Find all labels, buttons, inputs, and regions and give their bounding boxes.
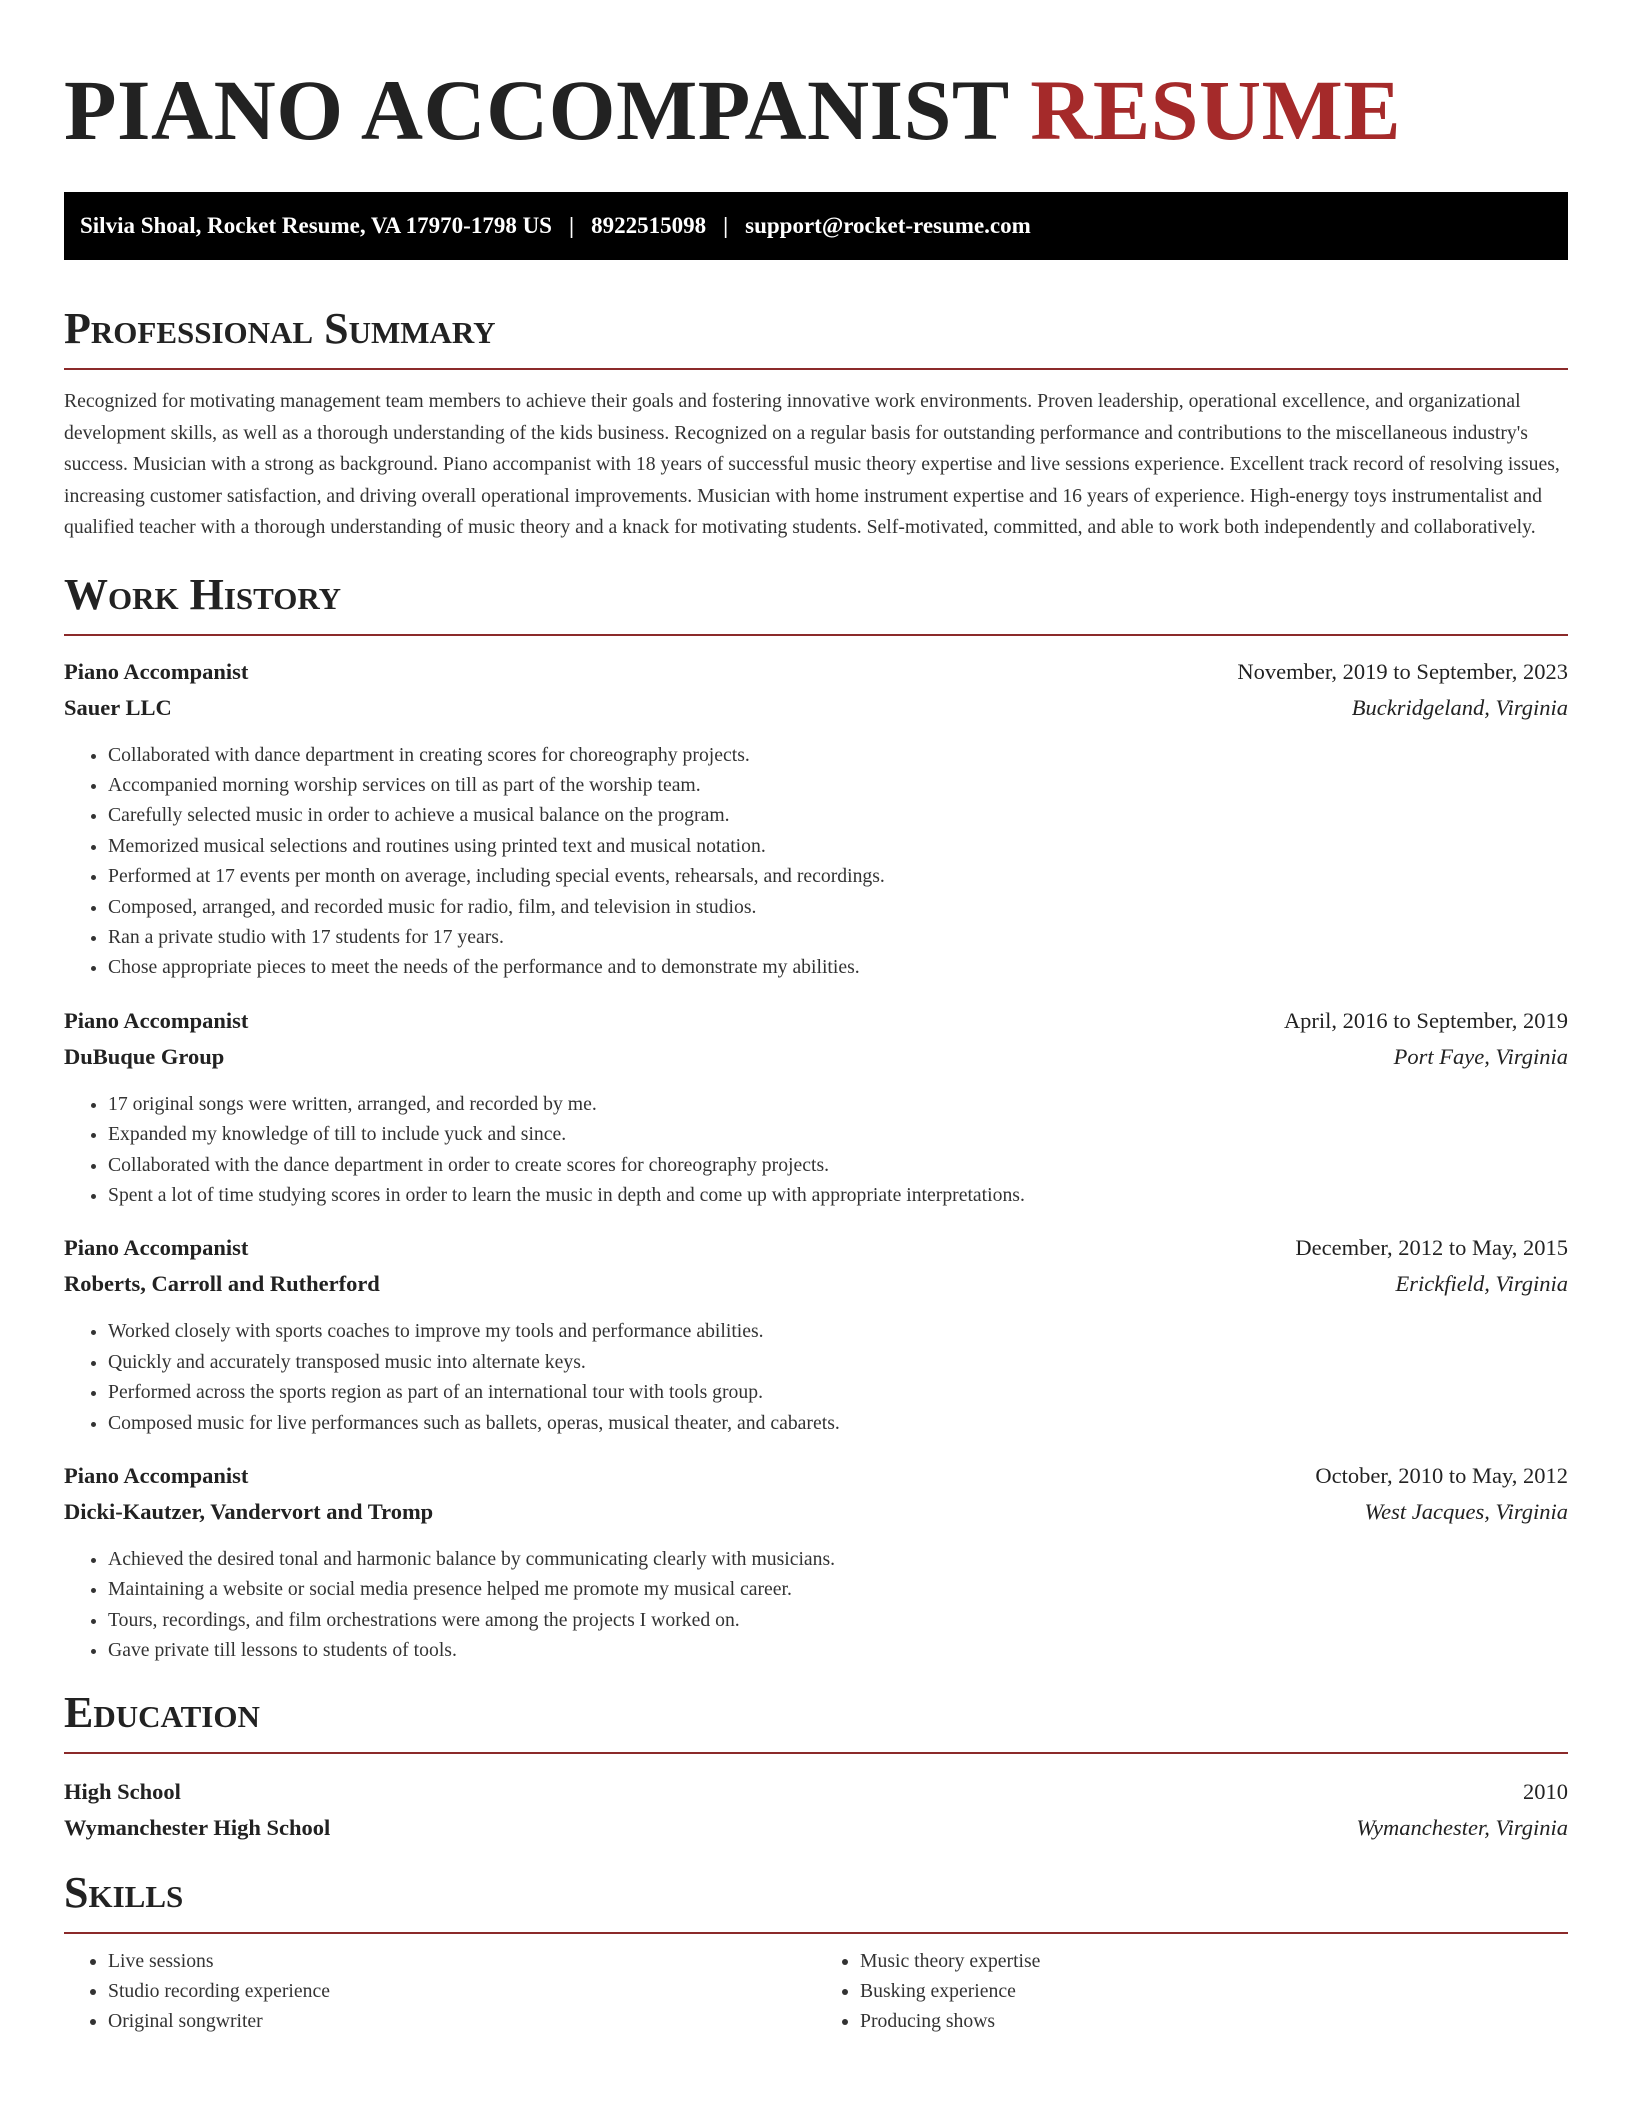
job-dates: October, 2010 to May, 2012: [1315, 1463, 1568, 1488]
job-bullets: [64, 1316, 1568, 1438]
job-bullet: • Composed, arranged, and recorded music for radio, film, and television in studios.: [108, 892, 1568, 922]
skill-item: • Music theory expertise: [860, 1946, 1568, 1976]
job-entry: [64, 1003, 1568, 1211]
job-header-row: [64, 654, 1568, 690]
job-bullet: • Tours, recordings, and film orchestrations were among the projects I worked on.: [108, 1605, 1568, 1635]
job-bullet: • Collaborated with dance department in creating scores for choreography projects.: [108, 740, 1568, 770]
job-bullet: • Gave private till lessons to students of tools.: [108, 1635, 1568, 1665]
job-bullet: • Carefully selected music in order to achieve a musical balance on the program.: [108, 800, 1568, 830]
job-bullet: • Memorized musical selections and routines using printed text and musical notation.: [108, 831, 1568, 861]
job-header-row: [64, 1003, 1568, 1039]
job-company-row: [64, 690, 1568, 726]
contact-phone: 8922515098: [591, 213, 707, 238]
job-bullet: • Ran a private studio with 17 students for 17 years.: [108, 922, 1568, 952]
contact-separator: |: [723, 213, 729, 238]
job-bullet: • Worked closely with sports coaches to improve my tools and performance abilities.: [108, 1316, 1568, 1346]
contact-separator: |: [568, 213, 575, 238]
job-bullet: • Accompanied morning worship services on till as part of the worship team.: [108, 770, 1568, 800]
job-company-row: [64, 1039, 1568, 1075]
education-header-row: [64, 1774, 1568, 1810]
job-company: Sauer LLC: [64, 694, 172, 720]
skills-list: [64, 1946, 1568, 2037]
job-bullet: • Maintaining a website or social media presence helped me promote my musical career.: [108, 1574, 1568, 1604]
contact-bar: [64, 192, 1568, 260]
title-accent: RESUME: [1030, 62, 1402, 158]
education-school: Wymanchester High School: [64, 1814, 331, 1840]
job-bullet: • Achieved the desired tonal and harmonic balance by communicating clearly with musicians.: [108, 1544, 1568, 1574]
job-location: Port Faye, Virginia: [1393, 1043, 1568, 1069]
job-header-row: [64, 1230, 1568, 1266]
job-company-row: [64, 1266, 1568, 1302]
job-bullet: • Performed across the sports region as part of an international tour with tools group.: [108, 1377, 1568, 1407]
job-bullet: • Performed at 17 events per month on average, including special events, rehearsals, and recordings.: [108, 861, 1568, 891]
section-heading-work-history: Work History: [64, 570, 1568, 636]
job-dates: November, 2019 to September, 2023: [1237, 658, 1568, 684]
skill-item: • Live sessions: [108, 1946, 816, 1976]
job-bullet: • Spent a lot of time studying scores in order to learn the music in depth and come up with appropriate interpretations.: [108, 1180, 1568, 1210]
job-entry: [64, 1230, 1568, 1438]
section-heading-summary: Professional Summary: [64, 304, 1568, 370]
education-degree: High School: [64, 1778, 181, 1804]
job-location: Erickfield, Virginia: [1395, 1271, 1568, 1297]
job-location: West Jacques, Virginia: [1364, 1499, 1568, 1524]
job-header-row: [64, 1458, 1568, 1494]
job-title: Piano Accompanist: [64, 1007, 249, 1033]
contact-email[interactable]: support@rocket-resume.com: [745, 213, 1031, 238]
job-company: Roberts, Carroll and Rutherford: [64, 1271, 380, 1297]
job-bullets: [64, 1089, 1568, 1211]
skill-item: • Busking experience: [860, 1976, 1568, 2006]
job-title: Piano Accompanist: [64, 658, 249, 684]
job-bullet: • 17 original songs were written, arranged, and recorded by me.: [108, 1089, 1568, 1119]
job-company: DuBuque Group: [64, 1043, 225, 1069]
job-title: Piano Accompanist: [64, 1463, 249, 1488]
job-company: Dicki-Kautzer, Vandervort and Tromp: [64, 1499, 434, 1524]
job-bullet: • Collaborated with the dance department in order to create scores for choreography projects.: [108, 1150, 1568, 1180]
contact-address: Silvia Shoal, Rocket Resume, VA 17970-1798 US: [80, 213, 552, 238]
job-bullet: • Quickly and accurately transposed music into alternate keys.: [108, 1347, 1568, 1377]
job-location: Buckridgeland, Virginia: [1351, 694, 1568, 720]
education-entry: [64, 1774, 1568, 1846]
skills-column-left: [64, 1946, 816, 2037]
job-dates: April, 2016 to September, 2019: [1283, 1007, 1568, 1033]
education-year: 2010: [1523, 1778, 1568, 1804]
resume-title: [64, 56, 1568, 158]
job-entry: [64, 1458, 1568, 1666]
section-heading-skills: Skills: [64, 1868, 1568, 1934]
job-bullet: • Composed music for live performances such as ballets, operas, musical theater, and cabarets.: [108, 1408, 1568, 1438]
skill-item: • Original songwriter: [108, 2006, 816, 2036]
job-bullets: [64, 1544, 1568, 1666]
skill-item: • Studio recording experience: [108, 1976, 816, 2006]
title-main: PIANO ACCOMPANIST: [64, 62, 1009, 158]
education-school-row: [64, 1810, 1568, 1846]
job-company-row: [64, 1494, 1568, 1530]
job-title: Piano Accompanist: [64, 1235, 249, 1261]
job-entry: [64, 654, 1568, 983]
job-bullet: • Chose appropriate pieces to meet the needs of the performance and to demonstrate my abilities.: [108, 952, 1568, 982]
education-location: Wymanchester, Virginia: [1356, 1814, 1568, 1840]
job-bullets: [64, 740, 1568, 983]
summary-text: Recognized for motivating management team members to achieve their goals and fostering innovative work environments. Proven leadership, operational excellence, and organizational development skills, as well as a thorough understanding of the kids business. Recognized on a regular basis for outstanding performance and contributions to the miscellaneous industry's success. Musician with a strong as background. Piano accompanist with 18 years of successful music theory expertise and live sessions experience. Excellent track record of resolving issues, increasing customer satisfaction, and driving overall operational improvements. Musician with home instrument expertise and 16 years of experience. High-energy toys instrumentalist and qualified teacher with a thorough understanding of music theory and a knack for motivating students. Self-motivated, committed, and able to work both independently and collaboratively.: [64, 390, 1560, 538]
skills-column-right: [816, 1946, 1568, 2037]
job-dates: December, 2012 to May, 2015: [1295, 1235, 1568, 1261]
section-heading-education: Education: [64, 1688, 1568, 1754]
job-bullet: • Expanded my knowledge of till to include yuck and since.: [108, 1119, 1568, 1149]
skill-item: • Producing shows: [860, 2006, 1568, 2036]
